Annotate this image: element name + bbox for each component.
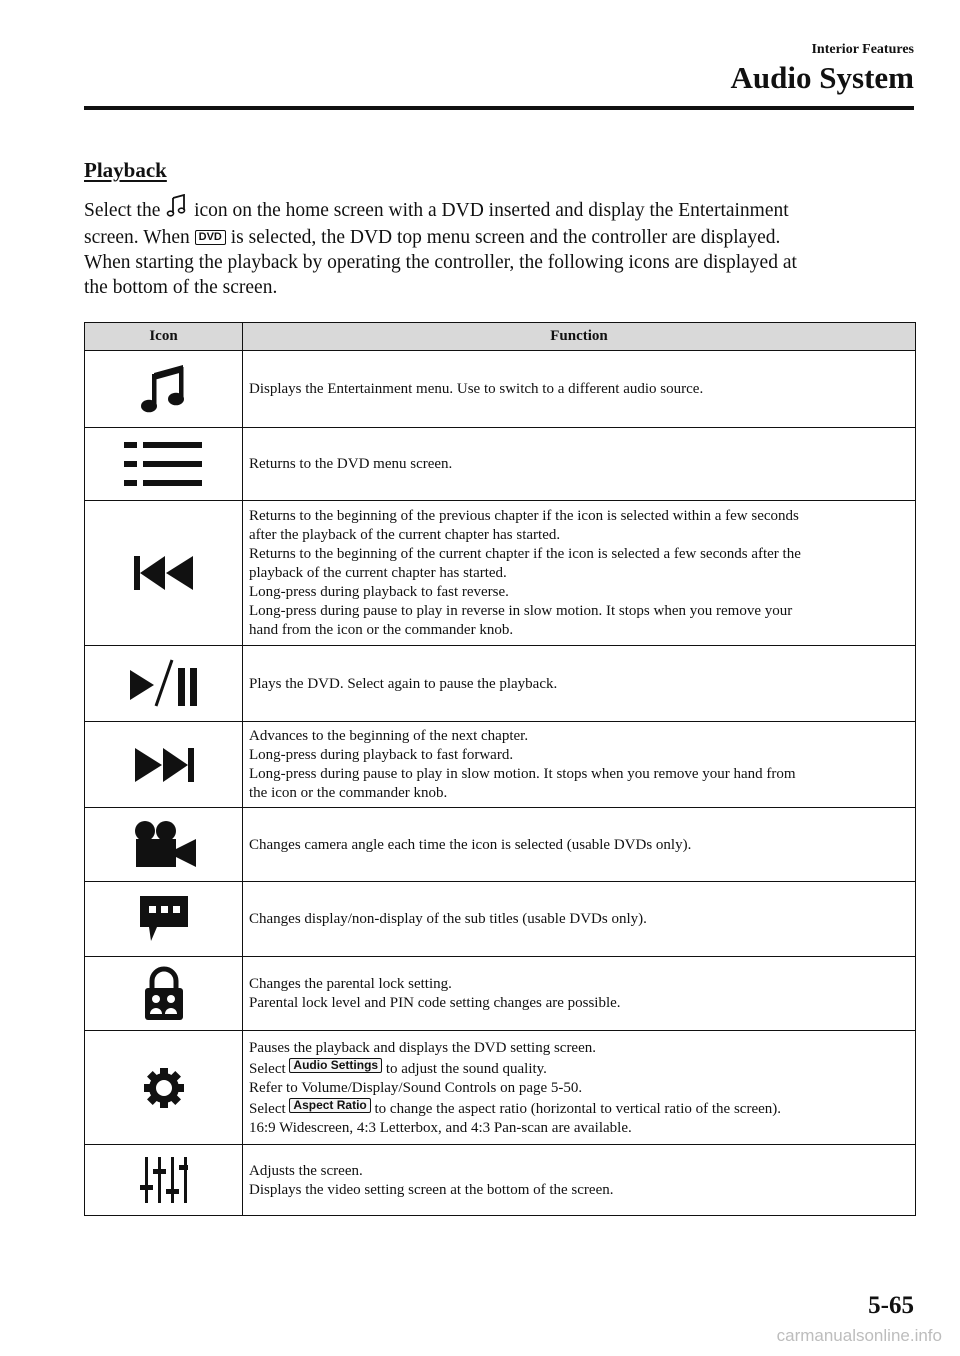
description-line: Plays the DVD. Select again to pause the playback. bbox=[249, 675, 558, 692]
description-line: Long-press during pause to play in slow motion. It stops when you remove your hand from bbox=[249, 766, 796, 782]
function-description bbox=[243, 722, 916, 808]
intro-line-2 bbox=[84, 225, 914, 250]
function-description bbox=[243, 882, 916, 957]
description-line: Changes the parental lock setting. bbox=[249, 976, 452, 992]
description-line: Long-press during playback to fast reverse. bbox=[249, 584, 509, 600]
table-row bbox=[85, 428, 916, 501]
intro-text: is selected, the DVD top menu screen and the controller are displayed. bbox=[225, 227, 781, 248]
description-text: to adjust the sound quality. bbox=[382, 1060, 547, 1077]
intro-paragraph bbox=[84, 194, 914, 300]
description-line: the icon or the commander knob. bbox=[249, 785, 448, 801]
description-line: Changes display/non-display of the sub titles (usable DVDs only). bbox=[249, 911, 647, 927]
function-description bbox=[243, 501, 916, 646]
aspect-ratio-button-glyph: Aspect Ratio bbox=[289, 1098, 370, 1113]
description-line: Displays the Entertainment menu. Use to switch to a different audio source. bbox=[249, 381, 704, 397]
table-header-row bbox=[85, 323, 916, 351]
icon-function-table bbox=[84, 322, 916, 1216]
table-row bbox=[85, 351, 916, 428]
description-line: Changes camera angle each time the icon is selected (usable DVDs only). bbox=[249, 836, 692, 853]
function-description bbox=[243, 957, 916, 1031]
icon-column-header: Icon bbox=[85, 323, 243, 351]
function-description bbox=[243, 428, 916, 501]
menu-list-icon bbox=[124, 440, 204, 488]
description-line bbox=[249, 1098, 909, 1119]
description-line: hand from the icon or the commander knob. bbox=[249, 622, 514, 638]
playback-heading: Playback bbox=[84, 158, 167, 182]
next-chapter-icon bbox=[132, 745, 196, 785]
description-line: Displays the video setting screen at the bottom of the screen. bbox=[249, 1181, 614, 1198]
music-note-icon bbox=[139, 363, 189, 415]
camera-angle-icon bbox=[130, 819, 198, 871]
intro-text: icon on the home screen with a DVD inserted and display the Entertainment bbox=[189, 200, 789, 221]
description-line: Parental lock level and PIN code setting changes are possible. bbox=[249, 995, 621, 1011]
description-line: Returns to the beginning of the current chapter if the icon is selected a few seconds after the bbox=[249, 546, 801, 562]
description-line: Pauses the playback and displays the DVD setting screen. bbox=[249, 1039, 596, 1056]
description-text: Select bbox=[249, 1100, 290, 1117]
table-row bbox=[85, 957, 916, 1031]
description-line: 16:9 Widescreen, 4:3 Letterbox, and 4:3 Pan-scan are available. bbox=[249, 1119, 632, 1136]
table-row bbox=[85, 501, 916, 646]
intro-text: Select the bbox=[84, 200, 166, 221]
description-line: playback of the current chapter has started. bbox=[249, 565, 507, 581]
function-column-header: Function bbox=[243, 323, 916, 351]
description-text: to change the aspect ratio (horizontal to vertical ratio of the screen). bbox=[370, 1100, 782, 1117]
watermark: carmanualsonline.info bbox=[776, 1326, 942, 1345]
description-line: after the playback of the current chapter has started. bbox=[249, 527, 561, 543]
function-description bbox=[243, 1031, 916, 1145]
settings-gear-icon bbox=[142, 1066, 186, 1110]
table-row bbox=[85, 808, 916, 882]
intro-line-1 bbox=[84, 194, 914, 225]
function-description bbox=[243, 808, 916, 882]
description-line: Refer to Volume/Display/Sound Controls on page 5-50. bbox=[249, 1079, 583, 1096]
table-row bbox=[85, 882, 916, 957]
intro-line-3: When starting the playback by operating the controller, the following icons are displayed at bbox=[84, 252, 797, 273]
intro-text: screen. When bbox=[84, 227, 195, 248]
description-line: Long-press during playback to fast forward. bbox=[249, 747, 514, 763]
play-pause-icon bbox=[128, 656, 200, 712]
dvd-button-glyph: DVD bbox=[195, 230, 226, 245]
video-adjust-sliders-icon bbox=[140, 1155, 188, 1205]
header-rule bbox=[84, 106, 914, 110]
audio-settings-button-glyph: Audio Settings bbox=[289, 1058, 382, 1073]
description-line bbox=[249, 1058, 909, 1079]
table-row bbox=[85, 1145, 916, 1216]
description-line: Returns to the DVD menu screen. bbox=[249, 456, 453, 472]
page-number: 5-65 bbox=[868, 1292, 914, 1319]
entertainment-music-icon bbox=[165, 194, 189, 225]
page-header bbox=[731, 40, 914, 96]
table-row bbox=[85, 646, 916, 722]
table-row bbox=[85, 1031, 916, 1145]
function-description bbox=[243, 646, 916, 722]
section-name: Interior Features bbox=[811, 42, 914, 57]
function-description bbox=[243, 1145, 916, 1216]
description-text: Select bbox=[249, 1060, 290, 1077]
description-line: Adjusts the screen. bbox=[249, 1162, 363, 1179]
description-line: Advances to the beginning of the next chapter. bbox=[249, 728, 529, 744]
intro-line-4: the bottom of the screen. bbox=[84, 277, 278, 298]
table-row bbox=[85, 722, 916, 808]
description-line: Returns to the beginning of the previous chapter if the icon is selected within a few seconds bbox=[249, 508, 799, 524]
subtitle-icon bbox=[137, 893, 191, 945]
parental-lock-icon bbox=[142, 966, 186, 1022]
function-description bbox=[243, 351, 916, 428]
previous-chapter-icon bbox=[132, 553, 196, 593]
description-line: Long-press during pause to play in reverse in slow motion. It stops when you remove your bbox=[249, 603, 793, 619]
chapter-title: Audio System bbox=[730, 60, 914, 95]
